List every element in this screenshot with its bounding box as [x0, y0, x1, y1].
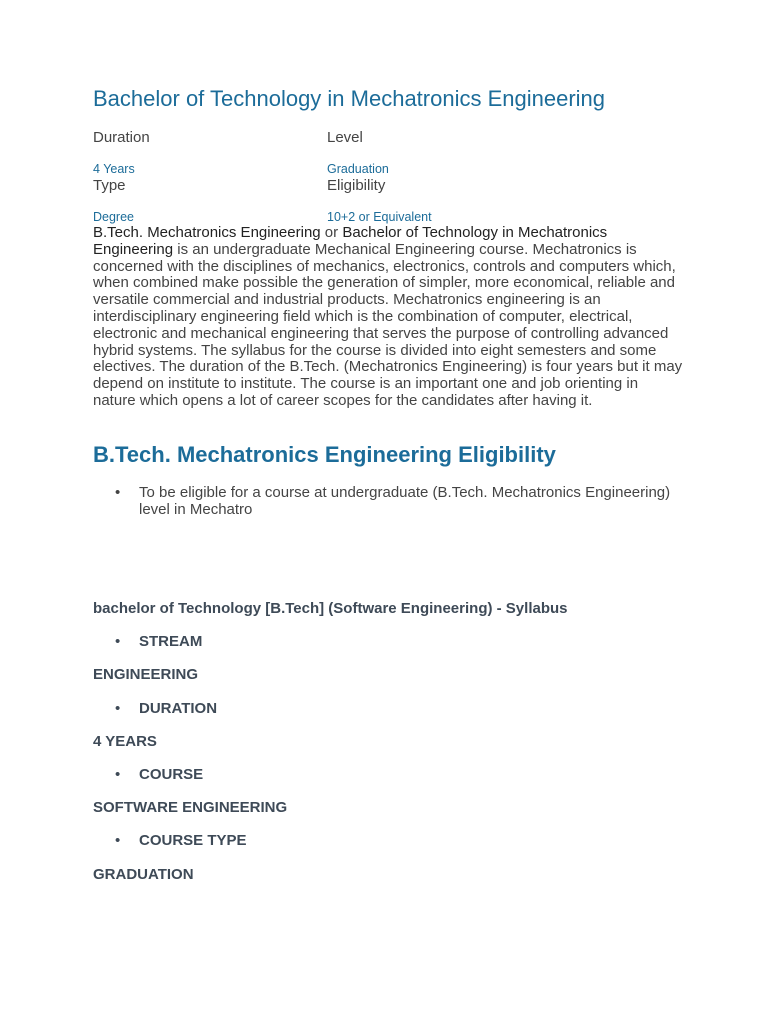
course-label: COURSE: [139, 766, 204, 783]
page-title: Bachelor of Technology in Mechatronics Engineering: [93, 86, 606, 111]
level-label: Level: [327, 129, 363, 146]
course-type-value: GRADUATION: [93, 866, 194, 883]
intro-term-bachelor: Bachelor of Technology in Mechatronics Engineering: [93, 224, 608, 258]
eligibility-value[interactable]: 10+2 or Equivalent: [327, 210, 432, 224]
course-type-label: COURSE TYPE: [139, 832, 247, 849]
bullet-icon: •: [115, 766, 121, 783]
list-item: [115, 700, 217, 717]
eligibility-list: [93, 485, 683, 519]
duration-label: DURATION: [139, 700, 218, 717]
eligibility-heading: B.Tech. Mechatronics Engineering Eligibility: [93, 442, 556, 467]
bullet-icon: •: [115, 633, 121, 650]
type-value[interactable]: Degree: [93, 210, 134, 224]
duration-value: 4 YEARS: [93, 733, 157, 750]
list-item: [115, 633, 202, 650]
intro-body: is an undergraduate Mechanical Engineering course. Mechatronics is concerned with the disciplines of mechanics, electronics, controls and computers which, when combined make possible the generation of simpler, more economical, reliable and versatile commercial and industrial products. Mechatronics engineering is an interdisciplinary engineering field which is the combination of computer, electrical, electronic and mechanical engineering that serves the purpose of controlling advanced hybrid systems. The syllabus for the course is divided into eight semesters and some electives. The duration of the B.Tech. (Mechatronics Engineering) is four years but it may depend on institute to institute. The course is an important one and job orienting in nature which opens a lot of career scopes for the candidates after having it.: [93, 240, 683, 409]
stream-label: STREAM: [139, 633, 203, 650]
course-value: SOFTWARE ENGINEERING: [93, 799, 288, 816]
stream-value: ENGINEERING: [93, 666, 199, 683]
intro-paragraph: [93, 225, 683, 410]
list-item: [93, 485, 683, 519]
list-item: [115, 766, 203, 783]
duration-label: Duration: [93, 129, 150, 146]
type-label: Type: [93, 177, 126, 194]
eligibility-label: Eligibility: [327, 177, 386, 194]
bullet-icon: •: [115, 484, 121, 501]
bullet-icon: •: [115, 832, 121, 849]
eligibility-bullet-text: To be eligible for a course at undergraduate (B.Tech. Mechatronics Engineering) level in Mechatro: [139, 484, 671, 518]
bullet-icon: •: [115, 700, 121, 717]
duration-value[interactable]: 4 Years: [93, 162, 135, 176]
list-item: [115, 832, 247, 849]
level-value[interactable]: Graduation: [327, 162, 389, 176]
intro-term-btech: B.Tech. Mechatronics Engineering: [93, 224, 321, 241]
syllabus-heading: bachelor of Technology [B.Tech] (Software Engineering) - Syllabus: [93, 600, 568, 617]
intro-or: or: [320, 224, 343, 241]
